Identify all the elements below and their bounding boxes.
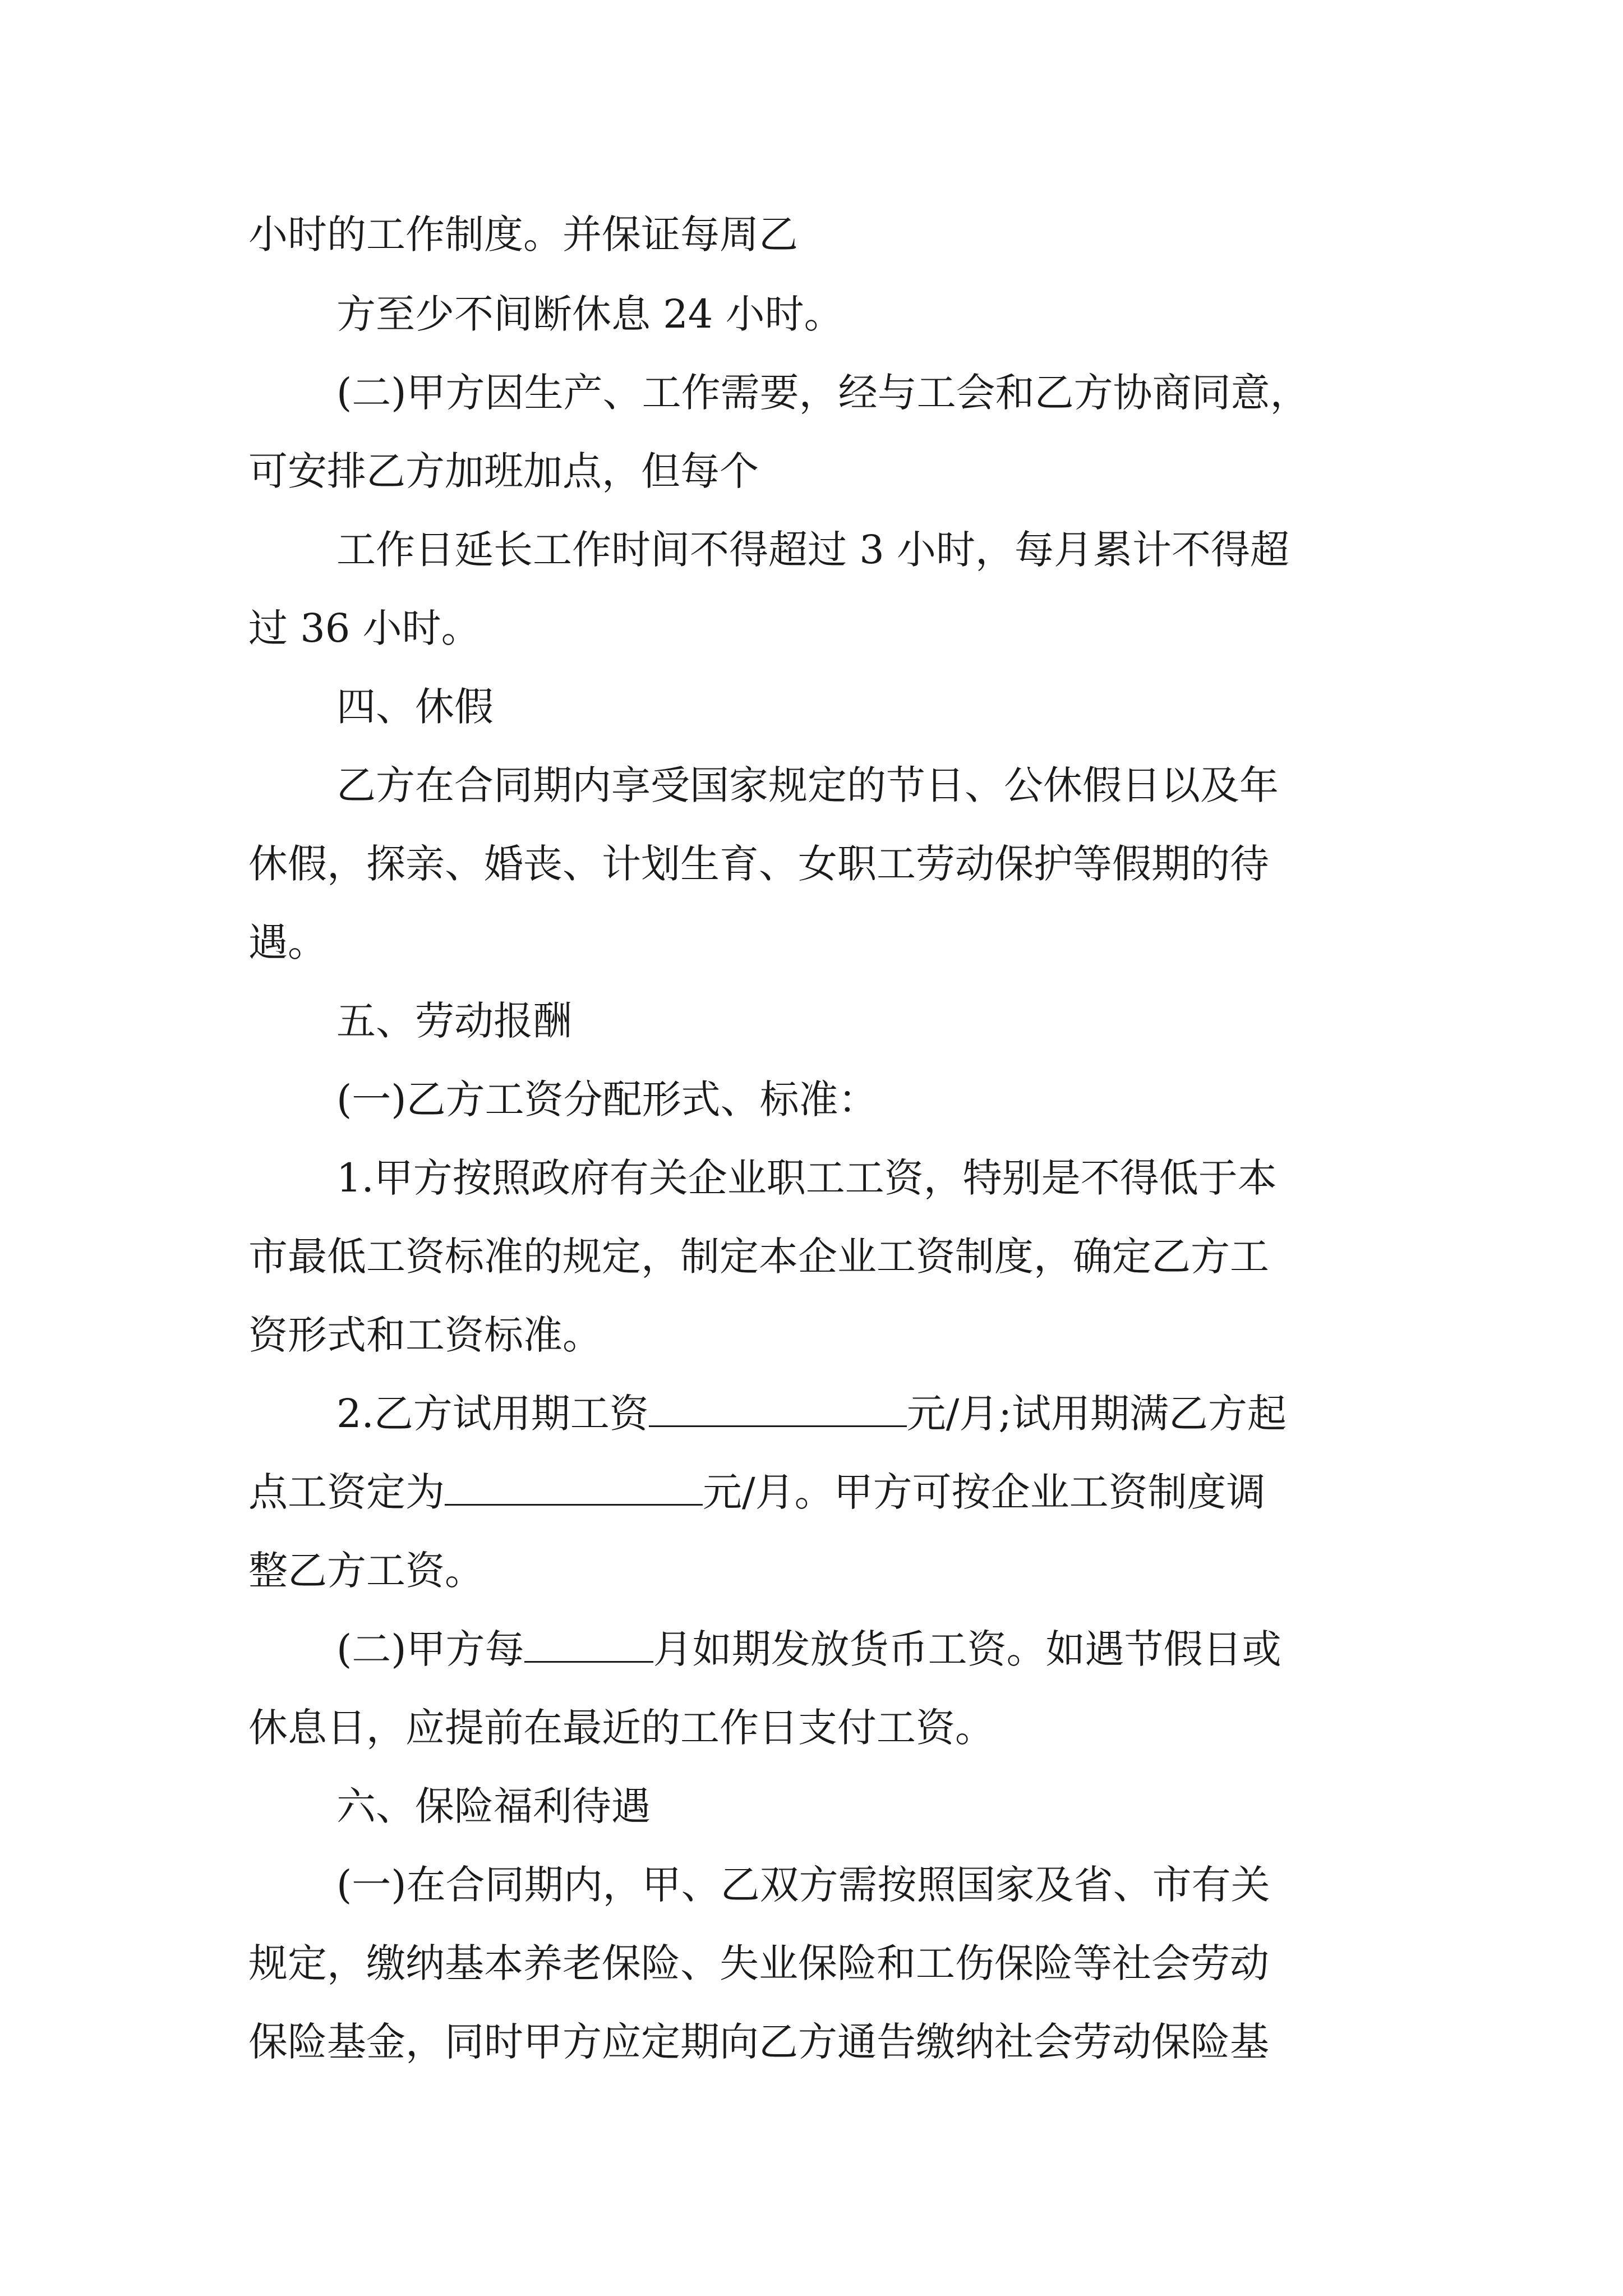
text-line: 规定，缴纳基本养老保险、失业保险和工伤保险等社会劳动 <box>248 1940 1269 1986</box>
starting-wage-blank[interactable] <box>445 1470 703 1506</box>
wage-start-unit: 元/月。甲方可按企业工资制度调 <box>703 1469 1266 1515</box>
text-line: 乙方在合同期内享受国家规定的节日、公休假日以及年 <box>336 762 1279 808</box>
section-heading: 六、保险福利待遇 <box>336 1783 651 1829</box>
text-line: 休息日，应提前在最近的工作日支付工资。 <box>248 1705 994 1751</box>
wage-probation-label: 2.乙方试用期工资 <box>336 1391 649 1437</box>
pay-period-label: (二)甲方每 <box>336 1626 524 1672</box>
text-line: (二)甲方因生产、工作需要，经与工会和乙方协商同意， <box>336 370 1310 416</box>
text-line: 工作日延长工作时间不得超过 3 小时，每月累计不得超 <box>336 527 1290 573</box>
text-line: 过 36 小时。 <box>248 605 481 651</box>
text-line: 保险基金，同时甲方应定期向乙方通告缴纳社会劳动保险基 <box>248 2019 1269 2065</box>
pay-period-text: 月如期发放货币工资。如遇节假日或 <box>653 1626 1281 1672</box>
pay-period-blank[interactable] <box>524 1627 653 1663</box>
wage-line <box>248 1464 1266 1520</box>
text-line: 小时的工作制度。并保证每周乙 <box>248 211 798 257</box>
wage-line <box>336 1386 1287 1442</box>
pay-line <box>336 1621 1281 1677</box>
probation-wage-blank[interactable] <box>649 1392 907 1427</box>
wage-probation-unit: 元/月;试用期满乙方起 <box>906 1391 1287 1437</box>
section-heading: 五、劳动报酬 <box>336 998 572 1044</box>
text-line: (一)在合同期内，甲、乙双方需按照国家及省、市有关 <box>336 1862 1270 1908</box>
wage-start-label: 点工资定为 <box>248 1469 445 1515</box>
text-line: 方至少不间断休息 24 小时。 <box>336 291 843 337</box>
section-heading: 四、休假 <box>336 684 494 730</box>
text-line: (一)乙方工资分配形式、标准： <box>336 1076 878 1122</box>
text-line: 休假，探亲、婚丧、计划生育、女职工劳动保护等假期的待 <box>248 841 1269 887</box>
text-line: 整乙方工资。 <box>248 1548 484 1594</box>
text-line: 1.甲方按照政府有关企业职工工资，特别是不得低于本 <box>336 1155 1277 1201</box>
text-line: 资形式和工资标准。 <box>248 1312 602 1358</box>
text-line: 可安排乙方加班加点，但每个 <box>248 448 759 494</box>
text-line: 市最低工资标准的规定，制定本企业工资制度，确定乙方工 <box>248 1234 1269 1280</box>
text-line: 遇。 <box>248 919 327 965</box>
